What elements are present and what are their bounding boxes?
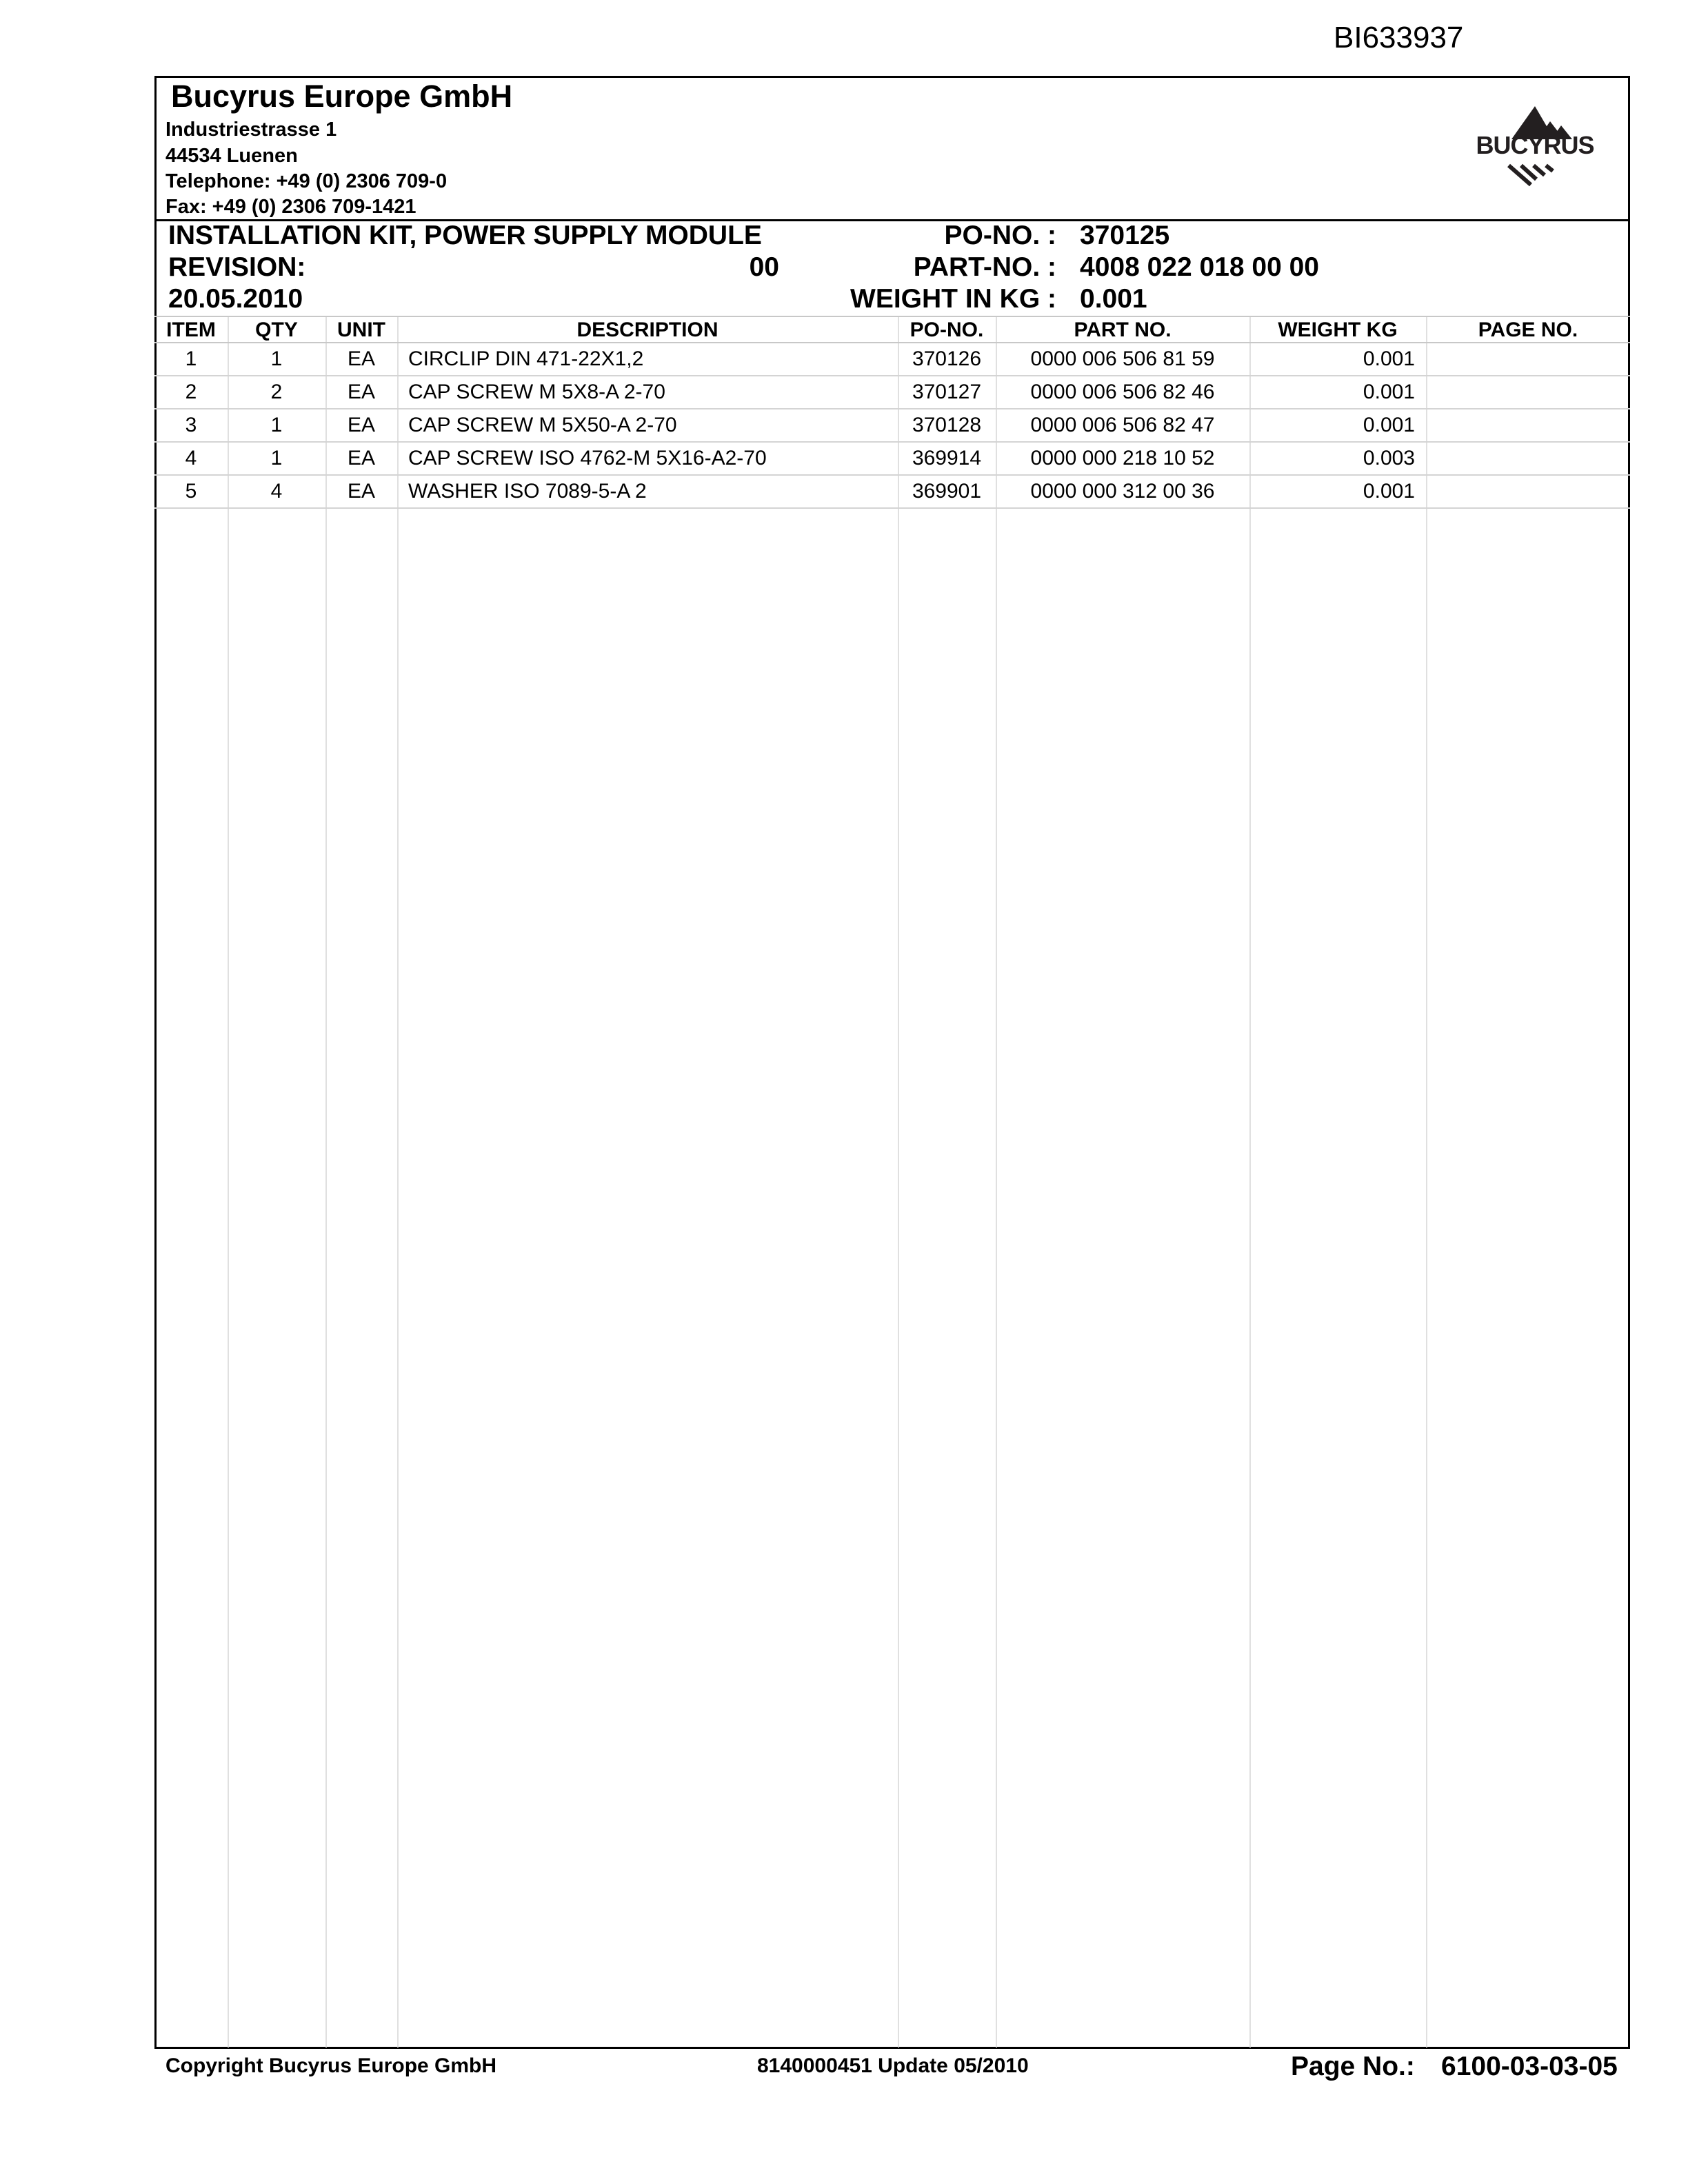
cell-page <box>1426 443 1630 474</box>
company-fax: Fax: +49 (0) 2306 709-1421 <box>165 196 416 218</box>
cell-weight: 0.001 <box>1363 414 1415 436</box>
cell-description: CIRCLIP DIN 471-22X1,2 <box>408 347 644 370</box>
cell-weight: 0.001 <box>1363 381 1415 403</box>
table-row <box>154 476 1630 509</box>
weight-label: WEIGHT IN KG : <box>850 284 1056 314</box>
cell-description: CAP SCREW M 5X8-A 2-70 <box>408 381 665 403</box>
cell-qty: 1 <box>270 447 283 469</box>
table-row <box>154 376 1630 410</box>
cell-unit: EA <box>347 347 376 370</box>
column-divider <box>397 316 399 2048</box>
cell-item: 4 <box>185 447 197 469</box>
table-row <box>154 443 1630 476</box>
cell-qty: 1 <box>270 347 283 370</box>
column-header-item: ITEM <box>166 318 216 341</box>
table-row <box>154 410 1630 443</box>
cell-part: 0000 000 218 10 52 <box>1030 447 1215 469</box>
cell-weight: 0.001 <box>1363 347 1415 370</box>
column-divider <box>996 316 997 2048</box>
cell-part: 0000 006 506 81 59 <box>1030 347 1215 370</box>
column-divider <box>1426 316 1427 2048</box>
cell-item: 5 <box>185 480 197 503</box>
bucyrus-logo <box>1463 103 1607 193</box>
cell-unit: EA <box>347 447 376 469</box>
column-header-po: PO-NO. <box>910 318 984 341</box>
revision-label: REVISION: <box>168 252 306 282</box>
company-telephone: Telephone: +49 (0) 2306 709-0 <box>165 170 448 192</box>
cell-po: 369901 <box>912 480 982 503</box>
column-header-unit: UNIT <box>337 318 385 341</box>
column-divider <box>325 316 327 2048</box>
part-value: 4008 022 018 00 00 <box>1080 252 1320 282</box>
company-city: 44534 Luenen <box>165 145 298 167</box>
column-header-description: DESCRIPTION <box>576 318 719 341</box>
column-divider <box>898 316 899 2048</box>
cell-description: CAP SCREW ISO 4762-M 5X16-A2-70 <box>408 447 767 469</box>
revision-value: 00 <box>749 252 779 282</box>
po-value: 370125 <box>1080 221 1170 250</box>
column-header-weight: WEIGHT KG <box>1278 318 1398 341</box>
cell-po: 369914 <box>912 447 982 469</box>
cell-description: CAP SCREW M 5X50-A 2-70 <box>408 414 677 436</box>
cell-qty: 2 <box>270 381 283 403</box>
cell-qty: 4 <box>270 480 283 503</box>
cell-description: WASHER ISO 7089-5-A 2 <box>408 480 647 503</box>
cell-item: 2 <box>185 381 197 403</box>
cell-page <box>1426 410 1630 441</box>
cell-unit: EA <box>347 480 376 503</box>
cell-po: 370128 <box>912 414 982 436</box>
po-label: PO-NO. : <box>944 221 1056 250</box>
cell-page <box>1426 343 1630 375</box>
company-street: Industriestrasse 1 <box>165 119 337 141</box>
document-date: 20.05.2010 <box>168 284 303 314</box>
cell-unit: EA <box>347 414 376 436</box>
cell-part: 0000 006 506 82 47 <box>1030 414 1215 436</box>
company-name: Bucyrus Europe GmbH <box>171 79 513 114</box>
cell-page <box>1426 476 1630 507</box>
cell-item: 1 <box>185 347 197 370</box>
part-label: PART-NO. : <box>913 252 1056 282</box>
cell-part: 0000 000 312 00 36 <box>1030 480 1215 503</box>
column-divider <box>228 316 229 2048</box>
cell-page <box>1426 376 1630 408</box>
cell-item: 3 <box>185 414 197 436</box>
cell-weight: 0.003 <box>1363 447 1415 469</box>
kit-title: INSTALLATION KIT, POWER SUPPLY MODULE <box>168 221 762 250</box>
footer-page-value: 6100-03-03-05 <box>1441 2052 1618 2081</box>
footer-copyright: Copyright Bucyrus Europe GmbH <box>165 2054 497 2077</box>
footer-page-label: Page No.: <box>1291 2052 1415 2081</box>
column-header-part: PART NO. <box>1074 318 1172 341</box>
cell-qty: 1 <box>270 414 283 436</box>
table-row <box>154 343 1630 376</box>
table-header <box>154 316 1630 343</box>
column-header-qty: QTY <box>255 318 298 341</box>
footer-update: 8140000451 Update 05/2010 <box>757 2054 1029 2077</box>
column-header-page: PAGE NO. <box>1478 318 1578 341</box>
cell-part: 0000 006 506 82 46 <box>1030 381 1215 403</box>
column-divider <box>1249 316 1251 2048</box>
cell-po: 370127 <box>912 381 982 403</box>
cell-po: 370126 <box>912 347 982 370</box>
cell-unit: EA <box>347 381 376 403</box>
logo-text: BUCYRUS <box>1476 131 1594 159</box>
cell-weight: 0.001 <box>1363 480 1415 503</box>
weight-value: 0.001 <box>1080 284 1147 314</box>
document-id: BI633937 <box>1334 21 1464 54</box>
